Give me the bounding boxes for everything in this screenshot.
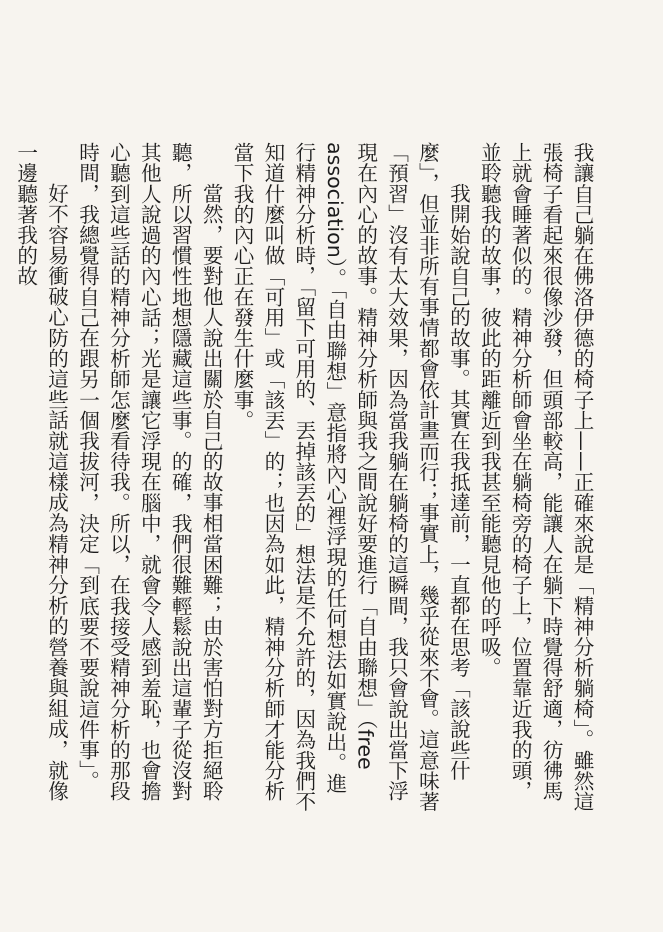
paragraph-4: 好不容易衝破心防的這些話就這樣成為精神分析的營養與組成，就像一邊聽著我的故 (13, 142, 69, 802)
paragraph-2: 我開始說自己的故事。其實在我抵達前，一直都在思考「該說些什麼」，但並非所有事情都會依計畫而行；事實上，幾乎從來不會。這意味著「預習」沒有太大效果，因為當我躺在躺椅的這瞬間，我只會說出當下浮現在內心的故事。精神分析師與我之間說好要進行「自由聯想」（free association）。「自由聯想」意指將內心裡浮現的任何想法如實說出。進行精神分析時，「留下可用的、丟掉該丟的」想法是不允許的，因為我們不知道什麼叫做「可用」或「該丟」的；也因為如此，精神分析師才能分析當下我的內心正在發生什麼事。 (230, 142, 471, 812)
vertical-text-page (13, 142, 597, 812)
paragraph-3: 當然，要對他人說出關於自己的故事相當困難；由於害怕對方拒絕聆聽，所以習慣性地想隱藏這些事。的確，我們很難輕鬆說出這輩子從沒對其他人說過的內心話；光是讓它浮現在腦中，就會令人感到羞恥，也會擔心聽到這些話的精神分析師怎麼看待我。所以，在我接受精神分析的那段時間，我總覺得自己在跟另一個我拔河，決定「到底要不要說這件事」。 (75, 142, 224, 802)
paragraph-1: 我讓自己躺在佛洛伊德的椅子上——正確來說是「精神分析躺椅」。雖然這張椅子看起來很像沙發，但頭部較高，能讓人在躺下時覺得舒適，彷彿馬上就會睡著似的。精神分析師會坐在躺椅旁的椅子上，位置靠近我的頭，並聆聽我的故事，彼此的距離近到我甚至能聽見他的呼吸。 (477, 142, 594, 812)
